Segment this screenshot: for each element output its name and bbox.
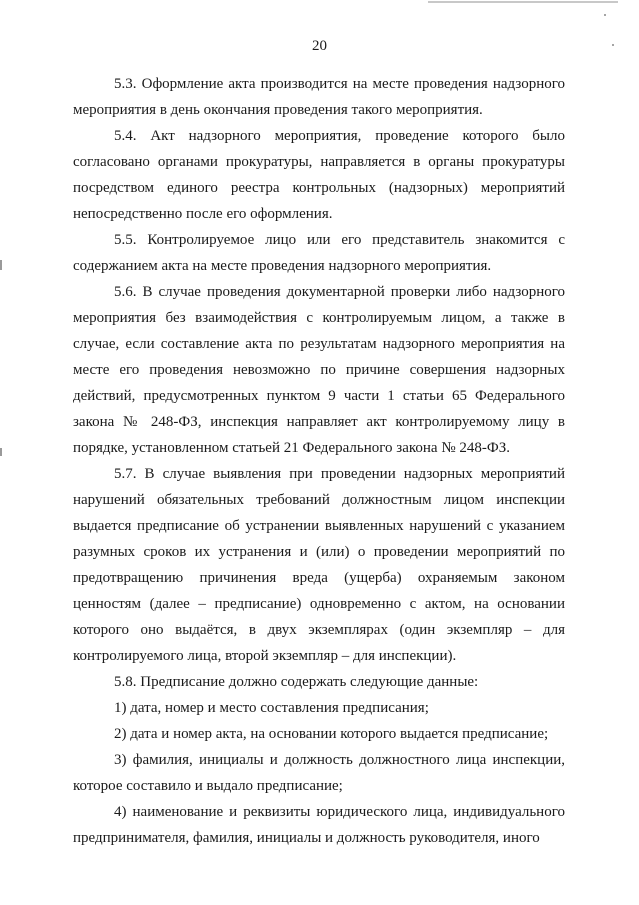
scan-artifact-left	[0, 260, 2, 270]
paragraph-5-4: 5.4. Акт надзорного мероприятия, проведение которого было согласовано органами прокуратуры, направляется в органы прокуратуры посредством единого реестра контрольных (надзорных) мероприятий непосредственно после его оформления.	[73, 128, 565, 222]
scan-artifact-dot	[604, 14, 606, 16]
page-number: 20	[312, 38, 327, 54]
list-item-2: 2) дата и номер акта, на основании которого выдается предписание;	[114, 726, 549, 742]
scan-artifact-left	[0, 448, 2, 456]
scan-artifact-top	[428, 1, 618, 3]
list-item-4: 4) наименование и реквизиты юридического лица, индивидуального предпринимателя, фамилия, инициалы и должность руководителя, иного	[73, 804, 565, 846]
paragraph-5-6: 5.6. В случае проведения документарной проверки либо надзорного мероприятия без взаимодействия с контролируемым лицом, а также в случае, если составление акта по результатам надзорного мероприятия на месте его проведения невозможно по причине совершения надзорных действий, предусмотренных пунктом 9 части 1 статьи 65 Федерального закона № 248-ФЗ, инспекция направляет акт контролируемому лицу в порядке, установленном статьей 21 Федерального закона № 248-ФЗ.	[73, 284, 565, 456]
list-item-3: 3) фамилия, инициалы и должность должностного лица инспекции, которое составило и выдало предписание;	[73, 752, 565, 794]
paragraph-5-3: 5.3. Оформление акта производится на месте проведения надзорного мероприятия в день окончания проведения такого мероприятия.	[73, 76, 565, 118]
document-body	[73, 71, 565, 851]
paragraph-5-8: 5.8. Предписание должно содержать следующие данные:	[114, 674, 479, 690]
list-item-1: 1) дата, номер и место составления предписания;	[114, 700, 429, 716]
paragraph-5-7: 5.7. В случае выявления при проведении надзорных мероприятий нарушений обязательных требований должностным лицом инспекции выдается предписание об устранении выявленных нарушений с указанием разумных сроков их устранения и (или) о проведении мероприятий по предотвращению причинения вреда (ущерба) охраняемым законом ценностям (далее – предписание) одновременно с актом, на основании которого оно выдаётся, в двух экземплярах (один экземпляр – для контролируемого лица, второй экземпляр – для инспекции).	[73, 466, 565, 664]
paragraph-5-5: 5.5. Контролируемое лицо или его представитель знакомится с содержанием акта на месте проведения надзорного мероприятия.	[73, 232, 565, 274]
